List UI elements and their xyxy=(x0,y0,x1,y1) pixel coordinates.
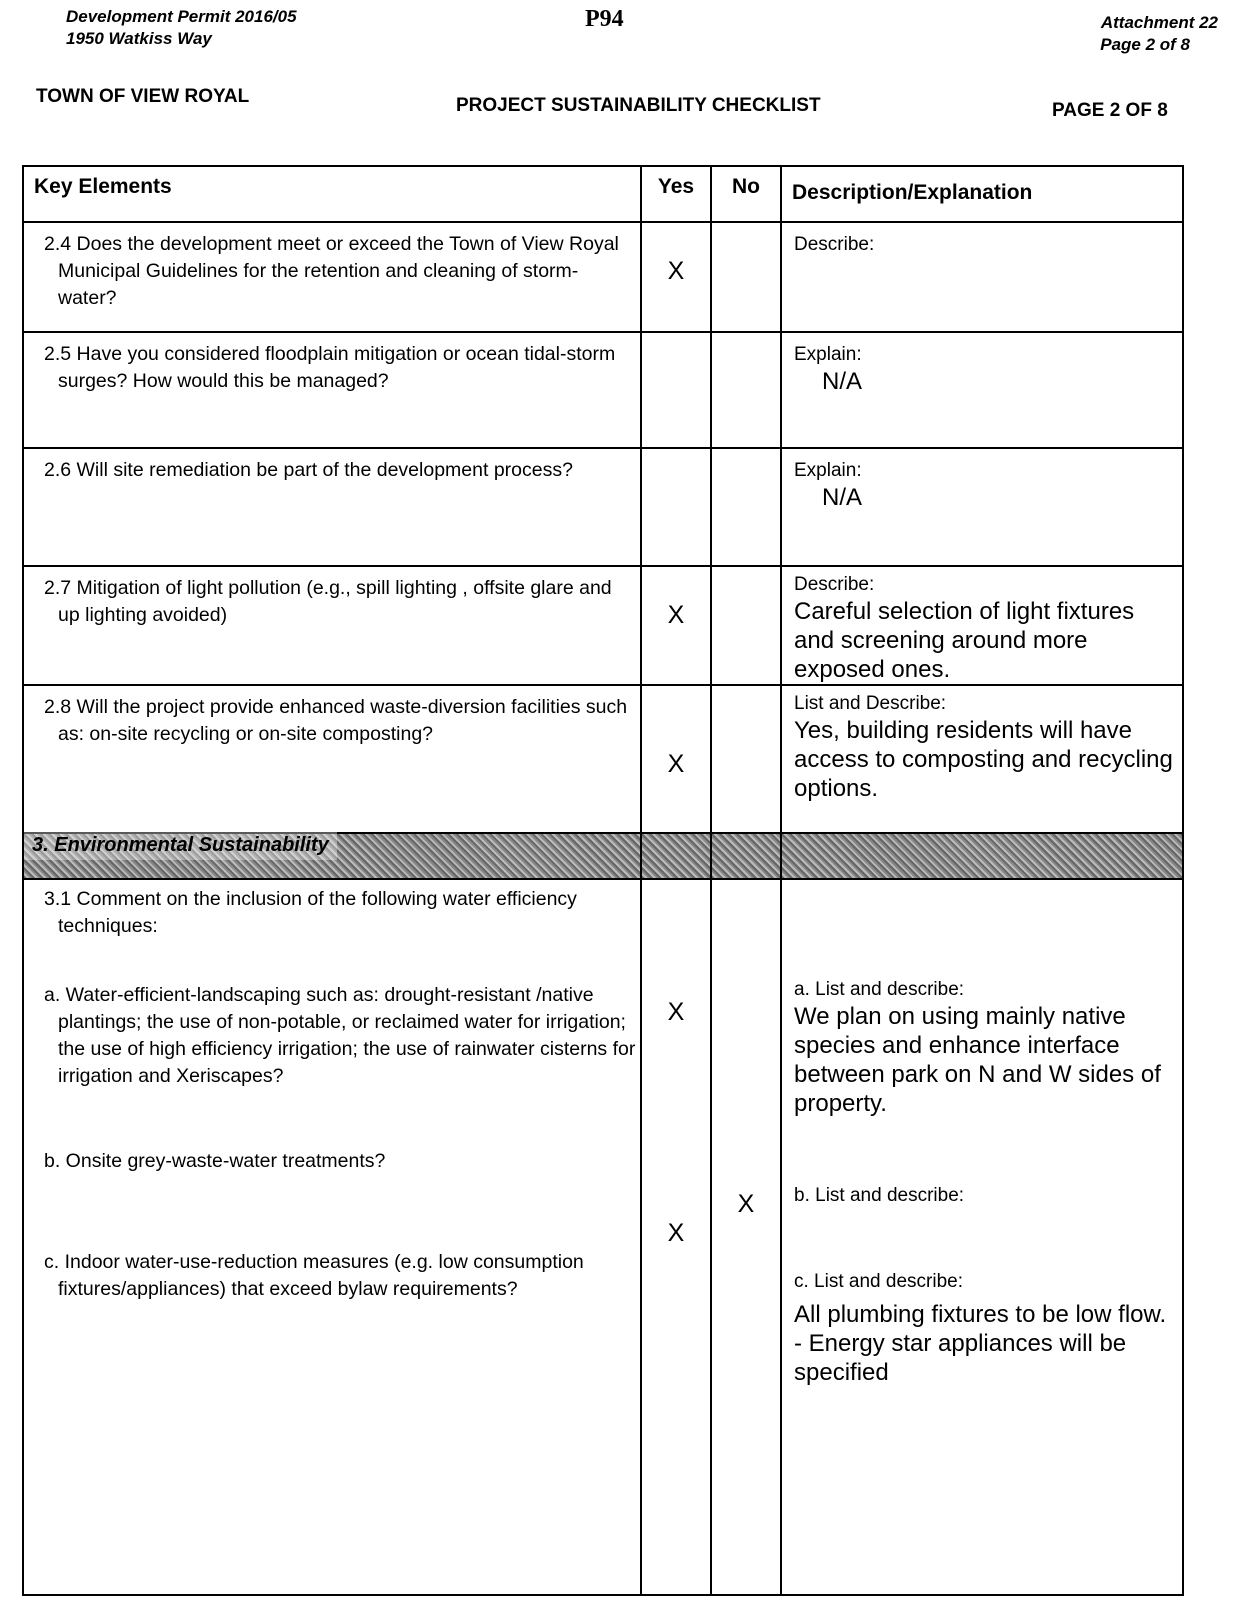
no-mark-2-8 xyxy=(712,686,780,720)
question-2-7: 2.7 Mitigation of light pollution (e.g., spill lighting , offsite glare and up lighting avoided) xyxy=(44,577,612,626)
desc-answer-2-8: Yes, building residents will have access to composting and recycling options. xyxy=(794,717,1173,802)
table-row xyxy=(23,332,1183,448)
no-mark-3-1-b: X xyxy=(737,1190,755,1218)
desc-label-2-7: Describe: xyxy=(794,574,875,595)
desc-label-2-5: Explain: xyxy=(794,344,862,365)
no-mark-2-5 xyxy=(712,333,780,367)
header-yes: Yes xyxy=(641,166,711,222)
header-no: No xyxy=(711,166,781,222)
section-3-title: 3. Environmental Sustainability xyxy=(24,830,337,860)
table-row xyxy=(23,222,1183,332)
yes-mark-3-1-b xyxy=(642,1027,710,1169)
yes-mark-2-7: X xyxy=(667,601,685,629)
attachment-label: Attachment 22 xyxy=(1100,13,1218,32)
table-row xyxy=(23,566,1183,685)
header-description: Description/Explanation xyxy=(781,166,1183,222)
desc-answer-2-5: N/A xyxy=(822,368,863,395)
question-2-4: 2.4 Does the development meet or exceed the Town of View Royal Municipal Guidelines for the retention and cleaning of storm-water? xyxy=(44,233,619,309)
desc-answer-3-1-c: All plumbing fixtures to be low flow. xyxy=(794,1301,1167,1328)
desc-label-2-8: List and Describe: xyxy=(794,693,947,714)
yes-mark-2-8: X xyxy=(667,750,685,778)
yes-mark-2-4: X xyxy=(667,257,685,285)
question-3-1-b: b. Onsite grey-waste-water treatments? xyxy=(44,1150,386,1172)
question-2-5: 2.5 Have you considered floodplain mitigation or ocean tidal-storm surges? How would this be managed? xyxy=(44,343,616,392)
table-row xyxy=(23,448,1183,566)
attachment-page: Page 2 of 8 xyxy=(1100,35,1190,54)
permit-number: Development Permit 2016/05 xyxy=(66,7,297,26)
yes-mark-3-1-c: X xyxy=(667,1219,685,1247)
no-mark-2-6 xyxy=(712,449,780,483)
town-name: TOWN OF VIEW ROYAL xyxy=(36,86,250,107)
desc-answer-2-6: N/A xyxy=(822,484,863,511)
desc-label-3-1-b: b. List and describe: xyxy=(794,1185,965,1206)
table-header-row xyxy=(23,166,1183,222)
question-3-1-a: a. Water-efficient-landscaping such as: drought-resistant /native plantings; the use of non-potable, or reclaimed water for irrigation; the use of high efficiency irrigation; the use of rainwater cisterns for irrigation and Xeriscapes? xyxy=(44,984,636,1087)
no-mark-2-7 xyxy=(712,567,780,601)
yes-mark-3-1-a: X xyxy=(667,998,685,1026)
desc-answer-2-7: Careful selection of light fixtures and screening around more exposed ones. xyxy=(794,598,1135,683)
desc-label-2-4: Describe: xyxy=(794,234,875,255)
page-code: P94 xyxy=(585,6,624,32)
page-of: PAGE 2 OF 8 xyxy=(1052,100,1168,121)
document-title: PROJECT SUSTAINABILITY CHECKLIST xyxy=(456,95,821,116)
section-band xyxy=(23,833,1183,879)
desc-answer-3-1-c-2: - Energy star appliances will be specified xyxy=(794,1330,1127,1386)
desc-label-3-1-a: a. List and describe: xyxy=(794,979,965,1000)
table-row xyxy=(23,879,1183,1595)
yes-mark-2-5 xyxy=(642,333,710,367)
desc-answer-3-1-a: We plan on using mainly native species and enhance interface between park on N and W sides of property. xyxy=(794,1003,1161,1117)
header-key-elements: Key Elements xyxy=(23,166,641,222)
table-row xyxy=(23,685,1183,833)
question-3-1-c: c. Indoor water-use-reduction measures (e.g. low consumption fixtures/appliances) that exceed bylaw requirements? xyxy=(44,1251,584,1300)
question-2-8: 2.8 Will the project provide enhanced waste-diversion facilities such as: on-site recycling or on-site composting? xyxy=(44,696,628,745)
desc-label-3-1-c: c. List and describe: xyxy=(794,1271,963,1292)
question-3-1-intro: 3.1 Comment on the inclusion of the following water efficiency techniques: xyxy=(44,888,577,937)
desc-label-2-6: Explain: xyxy=(794,460,862,481)
question-2-6: 2.6 Will site remediation be part of the development process? xyxy=(44,459,573,481)
site-address: 1950 Watkiss Way xyxy=(66,29,212,48)
yes-mark-2-6 xyxy=(642,449,710,483)
sustainability-checklist-table xyxy=(22,165,1184,1596)
no-mark-2-4 xyxy=(712,223,780,257)
